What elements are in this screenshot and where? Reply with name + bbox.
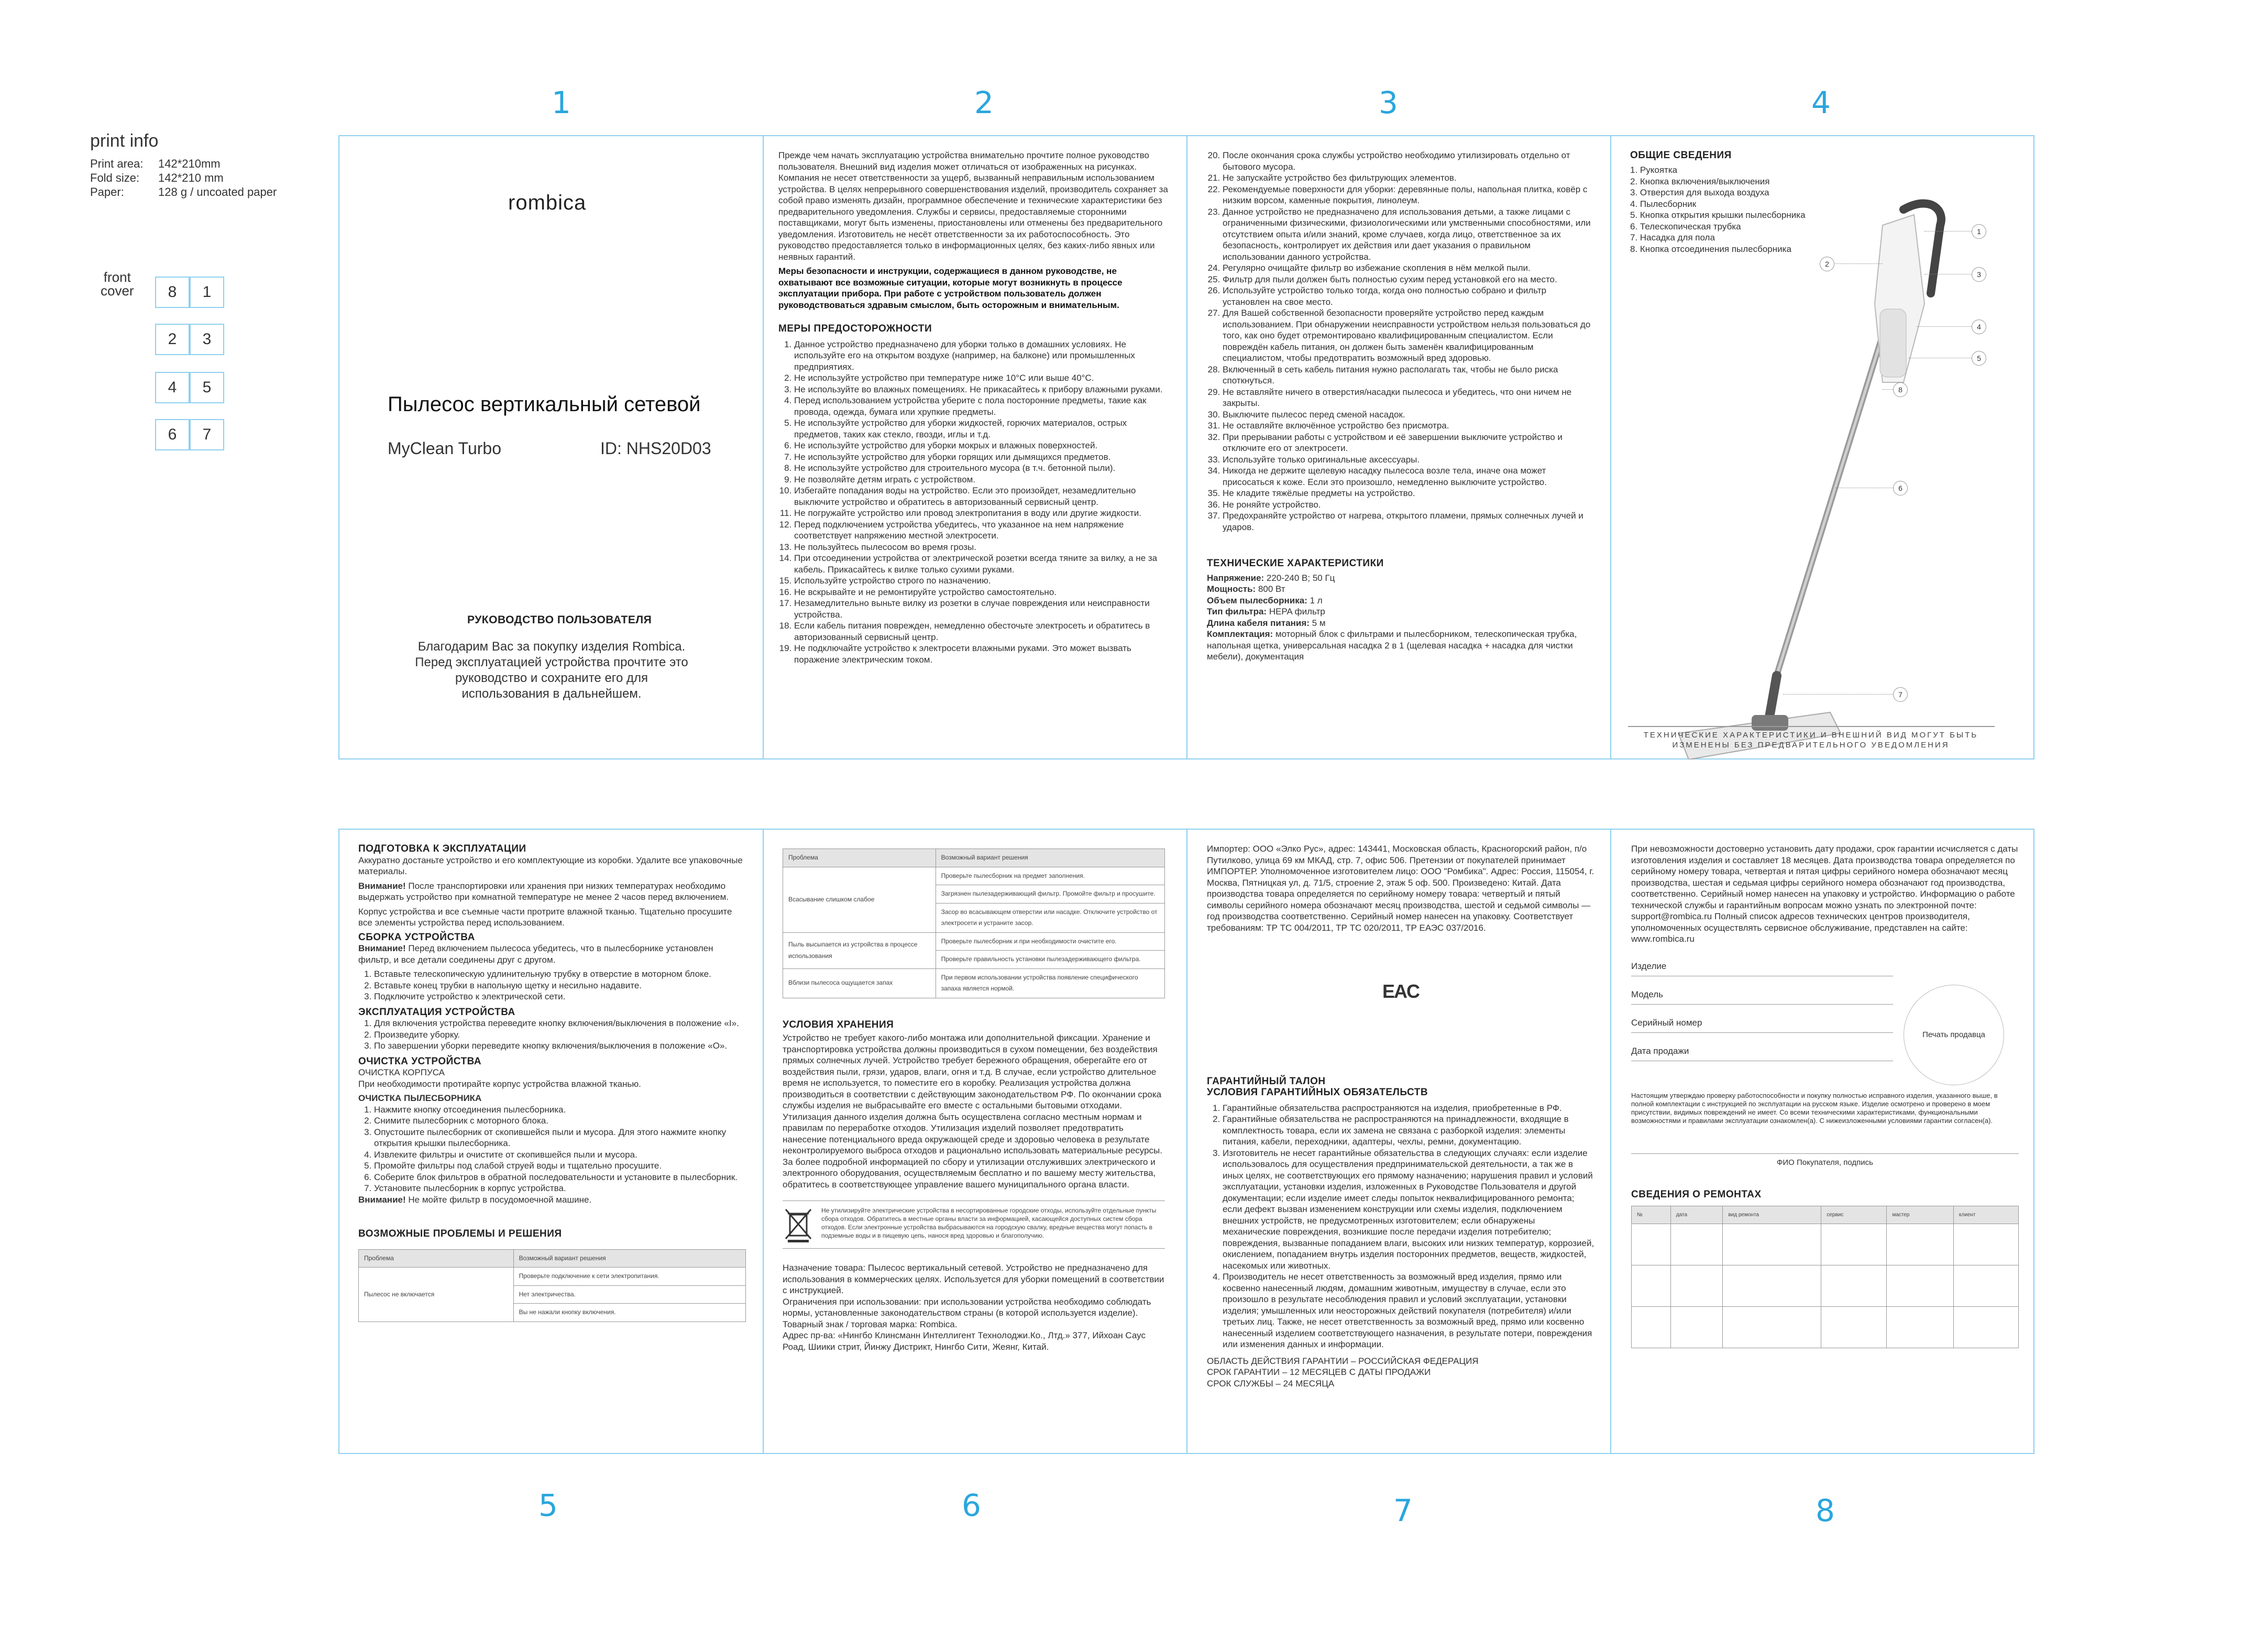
precaution-item: 9. Не позволяйте детям играть с устройством.	[794, 474, 1171, 486]
weee-text: Не утилизируйте электрические устройства в несортированные городские отходы, используйте отдельные пункты сбора отходов. Обратитесь в местные органы власти за информацией, касающейся доступных систем сбора отходов. Если электронные устройства выбрасываются на городскую свалку, вредные вещества могут попасть в подземные воды и в пищевую цепь, нанося вред здоровью и благополучию.	[821, 1207, 1157, 1239]
precaution-item: 26. Используйте устройство только тогда, когда оно полностью собрано и фильтр установлен на свое место.	[1223, 285, 1594, 307]
problems-table	[358, 1249, 746, 1322]
field-label: Серийный номер	[1631, 1017, 1702, 1028]
condition-item: 3. Изготовитель не несет гарантийные обязательства в следующих случаях: если изделие использовалось для осуществления предпринимательской деятельности, а так же в иных целях, не соответствующих его прямому назначению; нарушения правил и условий эксплуатации, установки изделия, изложенных в Руководстве Пользователя и другой документации; если изделие имеет следы попыток неквалифицированного ремонта; если дефект вызван изменением конструкции или схемы изделия, подключением внешних устройств, не предусмотренных изготовителем; если обнаружены механические повреждения, возникшие после передачи изделия потребителю; повреждения, вызванные попаданием влаги, высоких или низких температур, коррозией, окислением, попаданием внутрь изделия посторонних предметов, веществ, жидкостей, насекомых или животных.	[1223, 1148, 1594, 1272]
problem-cell: Пыль высыпается из устройства в процессе использования	[783, 932, 936, 968]
guarantee-heading: ГАРАНТИЙНЫЙ ТАЛОН	[1207, 1075, 1326, 1087]
repairs-cell[interactable]	[1632, 1265, 1671, 1307]
print-info-key: Paper:	[90, 185, 124, 199]
part-item: 1. Рукоятка	[1630, 165, 1678, 175]
precaution-item: 18. Если кабель питания поврежден, немедленно обесточьте электросеть и обратитесь в авторизованный сервисный центр.	[794, 620, 1171, 643]
intro-text: Прежде чем начать эксплуатацию устройства внимательно прочтите полное руководство пользователя. Внешний вид изделия может отличаться от изображенных на рисунках. Компания не несет ответственности за ущерб, вызванный неправильным использованием устройства. В целях непрерывного совершенствования изделий, производитель сохраняет за собой право изменять дизайн, программное обеспечение и технические характеристики без предварительного уведомления. Службы и сервисы, предоставляемые сторонними поставщиками, могут быть изменены, приостановлены или отменены без предварительного уведомления. Изготовитель не несёт ответственности за их работоспособность. Это руководство предоставляется только в информационных целях, без каких-либо явных или неявных гарантий.	[778, 150, 1168, 262]
repairs-table	[1631, 1206, 2019, 1349]
dust-step: 2. Снимите пылесборник с моторного блока.	[374, 1115, 746, 1127]
service-life: СРОК СЛУЖБЫ – 24 МЕСЯЦА	[1207, 1378, 1335, 1389]
spec-value: HEPA фильтр	[1267, 607, 1325, 616]
body-clean-text: При необходимости протирайте корпус устройства влажной тканью.	[358, 1078, 641, 1089]
spec-notice: ТЕХНИЧЕСКИЕ ХАРАКТЕРИСТИКИ И ВНЕШНИЙ ВИД МОГУТ БЫТЬ ИЗМЕНЕНЫ БЕЗ ПРЕДВАРИТЕЛЬНОГО УВЕДОМЛЕНИЯ	[1643, 731, 1978, 750]
repairs-cell[interactable]	[1887, 1265, 1953, 1307]
guarantee-term: СРОК ГАРАНТИИ – 12 МЕСЯЦЕВ С ДАТЫ ПРОДАЖИ	[1207, 1367, 1431, 1377]
callout-3: 3	[1972, 267, 1986, 282]
precaution-item: 21. Не запускайте устройство без фильтрующих элементов.	[1223, 172, 1594, 184]
precaution-item: 24. Регулярно очищайте фильтр во избежание скопления в нём мелкой пыли.	[1223, 262, 1594, 274]
field-row	[1631, 1045, 1893, 1062]
product-title: Пылесос вертикальный сетевой	[388, 393, 701, 416]
callout-leader	[1924, 231, 1972, 232]
spec-key: Комплектация:	[1207, 629, 1273, 639]
spec-value: 1 л	[1307, 595, 1323, 605]
page-5	[358, 843, 746, 1322]
spec-row	[1207, 606, 1594, 618]
part-item: 7. Насадка для пола	[1630, 233, 1715, 243]
prep-heading: ПОДГОТОВКА К ЭКСПЛУАТАЦИИ	[358, 843, 526, 854]
page-number-1: 1	[552, 85, 571, 120]
assembly-warning-text: Перед включением пылесоса убедитесь, что в пылесборнике установлен фильтр, и все детали соединены друг с другом.	[358, 943, 713, 965]
print-info-row	[90, 171, 310, 185]
table-row	[783, 932, 1165, 951]
repairs-row	[1632, 1224, 2019, 1265]
spec-row	[1207, 583, 1594, 595]
print-info-row	[90, 185, 310, 199]
part-item: 5. Кнопка открытия крышки пылесборника	[1630, 210, 1806, 220]
top-sheet	[338, 135, 2034, 759]
page-number-7: 7	[1393, 1493, 1413, 1528]
fold-panel: 8	[155, 277, 190, 308]
page-number-8: 8	[1816, 1493, 1835, 1528]
page-7	[1207, 843, 1594, 1389]
prep-warning-text: После транспортировки или хранения при низких температурах необходимо выдержать устройство при комнатной температуре не менее 2 часов перед включением.	[358, 880, 729, 902]
fold-panel: 1	[190, 277, 224, 308]
table-row	[783, 968, 1165, 998]
repairs-cell[interactable]	[1632, 1307, 1671, 1348]
notice-rule	[1628, 726, 1995, 727]
precaution-item: 22. Рекомендуемые поверхности для уборки: деревянные полы, напольная плитка, ковёр с низким ворсом, каменные покрытия, линолеум.	[1223, 184, 1594, 206]
precaution-item: 27. Для Вашей собственной безопасности проверяйте устройство перед каждым использованием. При обнаружении неисправности устройством нельзя пользоваться до того, как оно будет отремонтировано квалифицированным специалистом. Если повреждён кабель питания, он должен быть заменён квалифицированным специалистом, чтобы предотвратить возможный вред здоровью.	[1223, 307, 1594, 364]
weee-block	[783, 1201, 1165, 1249]
precaution-item: 6. Не используйте устройство для уборки мокрых и влажных поверхностей.	[794, 440, 1171, 451]
dust-step: 6. Соберите блок фильтров в обратной последовательности и установите в пылесборник.	[374, 1172, 746, 1183]
precaution-item: 31. Не оставляйте включённое устройство без присмотра.	[1223, 420, 1594, 432]
solution-cell: Загрязнен пылезадерживающий фильтр. Промойте фильтр и просушите.	[936, 885, 1164, 904]
field-input-line[interactable]	[1631, 1032, 1893, 1033]
spec-row	[1207, 572, 1594, 584]
field-row	[1631, 1017, 1893, 1033]
spec-value: 800 Вт	[1256, 584, 1285, 594]
page-4	[1610, 136, 2034, 759]
fold-panel: 2	[155, 324, 190, 355]
precaution-item: 29. Не вставляйте ничего в отверстия/насадки пылесоса и убедитесь, что они ничем не закрыты.	[1223, 387, 1594, 409]
precaution-item: 2. Не используйте устройство при температуре ниже 10°С или выше 40°С.	[794, 372, 1171, 384]
repairs-cell[interactable]	[1821, 1307, 1887, 1348]
signature-label[interactable]: ФИО Покупателя, подпись	[1777, 1158, 1873, 1167]
precaution-item: 14. При отсоединении устройства от электрической розетки всегда тяните за вилку, а не за кабель. Прикасайтесь к вилке только сухими руками.	[794, 553, 1171, 575]
precaution-item: 30. Выключите пылесос перед сменой насадок.	[1223, 409, 1594, 421]
manual-heading: РУКОВОДСТВО ПОЛЬЗОВАТЕЛЯ	[467, 614, 652, 626]
use-step: 2. Произведите уборку.	[374, 1029, 746, 1041]
precautions-heading: МЕРЫ ПРЕДОСТОРОЖНОСТИ	[778, 323, 932, 334]
solution-cell: Засор во всасывающем отверстии или насадке. Отключите устройство от электросети и устраните засор.	[936, 903, 1164, 932]
assembly-warning-label: Внимание!	[358, 943, 406, 953]
table-head-solution: Возможный вариант решения	[936, 849, 1164, 867]
problem-cell: Вблизи пылесоса ощущается запах	[783, 968, 936, 998]
part-item: 2. Кнопка включения/выключения	[1630, 176, 1770, 186]
safety-note: Меры безопасности и инструкции, содержащиеся в данном руководстве, не охватывают все возможные ситуации, которые могут возникнуть в процессе эксплуатации прибора. При работе с устройством пользователь должен руководствоваться здравым смыслом, быть осторожным и внимательным.	[778, 266, 1123, 310]
page-3	[1207, 150, 1594, 663]
assembly-step: 2. Вставьте конец трубки в напольную щетку и несильно надавите.	[374, 980, 746, 992]
field-input-line[interactable]	[1631, 1004, 1893, 1005]
thanks-text: Благодарим Вас за покупку изделия Rombica. Перед эксплуатацией устройства прочтите это руководство и сохраните его для использования в дальнейшем.	[415, 640, 688, 701]
part-item: 8. Кнопка отсоединения пылесборника	[1630, 244, 1791, 254]
precaution-item: 16. Не вскрывайте и не ремонтируйте устройство самостоятельно.	[794, 587, 1171, 598]
spec-value: моторный блок с фильтрами и пылесборником, телескопическая трубка, напольная щетка, универсальная насадка 2 в 1 (щелевая насадка + насадка для чистки мебели), документация	[1207, 629, 1577, 662]
repairs-cell[interactable]	[1723, 1307, 1821, 1348]
callout-4: 4	[1972, 320, 1986, 334]
front-cover-label: front cover	[101, 269, 134, 299]
problems-table-cont	[783, 849, 1165, 998]
prep-text-1: Аккуратно достаньте устройство и его комплектующие из коробки. Удалите все упаковочные материалы.	[358, 855, 743, 876]
field-row	[1631, 961, 1893, 977]
bottom-sheet	[338, 829, 2034, 1454]
brand-logo: rombica	[508, 191, 587, 214]
precaution-item: 33. Используйте только оригинальные аксессуары.	[1223, 454, 1594, 466]
fold-pair	[155, 419, 224, 450]
seller-stamp-label: Печать продавца	[1922, 1030, 1985, 1040]
model-name: MyClean Turbo	[388, 439, 501, 458]
repairs-col-header: дата	[1670, 1206, 1723, 1224]
callout-2: 2	[1820, 257, 1834, 271]
precaution-item: 20. После окончания срока службы устройство необходимо утилизировать отдельно от бытового мусора.	[1223, 150, 1594, 172]
conditions-heading: УСЛОВИЯ ГАРАНТИЙНЫХ ОБЯЗАТЕЛЬСТВ	[1207, 1087, 1428, 1098]
fold-pair	[155, 372, 224, 403]
assembly-step: 3. Подключите устройство к электрической сети.	[374, 991, 746, 1003]
print-info	[90, 131, 310, 199]
body-clean-heading: ОЧИСТКА КОРПУСА	[358, 1067, 445, 1077]
callout-leader	[1783, 694, 1893, 695]
precaution-item: 7. Не используйте устройство для уборки горящих или дымящихся предметов.	[794, 451, 1171, 463]
spec-key: Объем пылесборника:	[1207, 595, 1307, 605]
spec-value: 5 м	[1309, 618, 1326, 628]
dust-step: 7. Установите пылесборник в корпус устройства.	[374, 1183, 746, 1194]
precaution-item: 37. Предохраняйте устройство от нагрева, открытого пламени, прямых солнечных лучей и ударов.	[1223, 510, 1594, 533]
model-id: ID: NHS20D03	[600, 439, 711, 458]
spec-row	[1207, 629, 1594, 663]
table-row	[783, 867, 1165, 885]
solution-cell: Проверьте подключение к сети электропитания.	[513, 1268, 745, 1286]
assembly-list	[358, 968, 746, 1003]
print-info-rows	[90, 157, 310, 199]
address-text: Адрес пр-ва: «Нингбо Клинсманн Интеллигент Технолоджи.Ко., Лтд.» 377, Ийхоан Саус Роад, Шиики стрит, Йинжу Дистрикт, Нингбо Сити, Жеянг, Китай.	[783, 1330, 1146, 1352]
repairs-cell[interactable]	[1670, 1307, 1723, 1348]
repairs-cell[interactable]	[1887, 1224, 1953, 1265]
repairs-cell[interactable]	[1670, 1224, 1723, 1265]
dust-step: 4. Извлеките фильтры и очистите от скопившейся пыли и мусора.	[374, 1149, 746, 1161]
precaution-item: 13. Не пользуйтесь пылесосом во время грозы.	[794, 542, 1171, 553]
page-6	[783, 849, 1165, 1352]
spec-key: Мощность:	[1207, 584, 1256, 594]
solution-cell: Нет электричества.	[513, 1285, 745, 1304]
dust-note	[358, 1194, 746, 1206]
callout-5: 5	[1972, 351, 1986, 366]
precautions-list	[778, 339, 1171, 666]
assembly-heading: СБОРКА УСТРОЙСТВА	[358, 931, 475, 943]
spec-value: 220-240 В; 50 Гц	[1264, 572, 1335, 583]
precaution-item: 32. При прерывании работы с устройством и её завершении выключите устройство и отключите его от электросети.	[1223, 432, 1594, 454]
precaution-item: 4. Перед использованием устройства уберите с пола посторонние предметы, такие как провода, одежда, бумага или хрупкие предметы.	[794, 395, 1171, 417]
page-number-4: 4	[1811, 85, 1831, 120]
page-number-6: 6	[962, 1488, 981, 1523]
field-label: Модель	[1631, 989, 1664, 999]
fold-panel: 6	[155, 419, 190, 450]
fold-panel: 7	[190, 419, 224, 450]
repairs-cell[interactable]	[1953, 1265, 2018, 1307]
spec-key: Напряжение:	[1207, 572, 1264, 583]
dust-warning-label: Внимание!	[358, 1194, 406, 1205]
part-item: 3. Отверстия для выхода воздуха	[1630, 188, 1769, 197]
prep-text-3: Корпус устройства и все съемные части протрите влажной тканью. Тщательно просушите все элементы устройства перед использованием.	[358, 906, 732, 928]
use-list	[358, 1018, 746, 1052]
spec-row	[1207, 618, 1594, 629]
trademark-text: Товарный знак / торговая марка: Rombica.	[783, 1319, 958, 1329]
repairs-col-header: №	[1632, 1206, 1671, 1224]
vacuum-illustration	[1610, 136, 2034, 759]
repairs-cell[interactable]	[1723, 1265, 1821, 1307]
table-head-problem: Проблема	[783, 849, 936, 867]
guarantee-area: ОБЛАСТЬ ДЕЙСТВИЯ ГАРАНТИИ – РОССИЙСКАЯ ФЕДЕРАЦИЯ	[1207, 1356, 1479, 1366]
clean-heading: ОЧИСТКА УСТРОЙСТВА	[358, 1055, 482, 1067]
callout-7: 7	[1893, 687, 1908, 702]
print-info-row	[90, 157, 310, 171]
precautions-list-cont	[1207, 150, 1594, 533]
confirm-text: Настоящим утверждаю проверку работоспособности и покупку полностью исправного изделия, указанного выше, в полной комплектации с инструкцией по эксплуатации на русском языке. Изделие осмотрено и проверено в моем присутствии, видимых повреждений не имеет. Со всеми техническими характеристиками, функциональными возможностями и правилами эксплуатации ознакомлен(а). С нижеизложенными условиями гарантии согласен(а).	[1631, 1091, 1998, 1125]
importer-text: Импортер: ООО «Элко Рус», адрес: 143441, Московская область, Красногорский район, п/о Путилково, улица 69 км МКАД, стр. 7, офис 506. Претензии от покупателей принимает ИМПОРТЕР. Уполномоченное изготовителем лицо: ООО "Ромбика". Адрес: Россия, 115054, г. Москва, Пятницкая ул, д. 71/5, строение 2, этаж 5 оф. 500. Произведено: Китай. Дата производства товара определяется по серийному номеру товара: четвертый и пятый символы серийного номера обозначают месяц производства, шестой и седьмой символы — год производства соответственно. Серийный номер нанесен на упаковку. Соответствует требованиям: ТР ТС 004/2011, ТР ТС 020/2011, ТР ЕАЭС 037/2016.	[1207, 844, 1594, 933]
condition-item: 2. Гарантийные обязательства не распространяются на принадлежности, входящие в комплектность товара, если их замена не связана с разборкой изделия: элементы питания, кабели, переходники, адаптеры, чехлы, ремни, документацию.	[1223, 1114, 1594, 1148]
callout-leader	[1883, 389, 1893, 390]
precaution-item: 3. Не используйте во влажных помещениях. Не прикасайтесь к прибору влажными руками.	[794, 384, 1171, 395]
page-number-2: 2	[974, 85, 994, 120]
dust-clean-heading: ОЧИСТКА ПЫЛЕСБОРНИКА	[358, 1093, 482, 1103]
seller-stamp	[1904, 985, 2004, 1085]
repairs-cell[interactable]	[1887, 1307, 1953, 1348]
spec-key: Тип фильтра:	[1207, 607, 1267, 616]
assembly-note	[358, 943, 746, 965]
solution-cell: Проверьте пылесборник и при необходимости очистите его.	[936, 932, 1164, 951]
fold-panel: 3	[190, 324, 224, 355]
prep-warning-label: Внимание!	[358, 880, 406, 891]
precaution-item: 25. Фильтр для пыли должен быть полностью сухим перед установкой его на место.	[1223, 274, 1594, 285]
precaution-item: 36. Не роняйте устройство.	[1223, 499, 1594, 511]
solution-cell: Проверьте пылесборник на предмет заполнения.	[936, 867, 1164, 885]
part-item: 4. Пылесборник	[1630, 199, 1697, 209]
storage-text: Устройство не требует какого-либо монтажа или дополнительной фиксации. Хранение и транспортировка устройства должны производиться в сухом помещении, без воздействия прямых солнечных лучей. Устройство требует бережного обращения, оберегайте его от воздействия пыли, грязи, ударов, влаги, огня и т.д. В случае, если устройство длительное время не используется, то поместите его в коробку. Реализация устройства должна производиться в соответствии с действующим законодательством РФ. По окончании срока службы изделия не выбрасывайте его вместе с остальными бытовыми отходами. Утилизация данного изделия должна быть осуществлена согласно местным нормам и правилам по переработке отходов. Утилизация изделий позволяет предотвратить нанесение потенциального вреда окружающей среде и здоровью человека в результате неконтролируемого выброса отходов и рационально использовать материальные ресурсы. За более подробной информацией по сбору и утилизации отслуживших электрического и электронного оборудования, осуществляемым бесплатно и по вашему месту жительства, обратитесь в соответствующее управление вашего муниципального органа власти.	[783, 1033, 1162, 1190]
precaution-item: 8. Не используйте устройство для строительного мусора (в т.ч. бетонной пыли).	[794, 462, 1171, 474]
precaution-item: 12. Перед подключением устройства убедитесь, что указанное на нем напряжение соответствует напряжению местной электросети.	[794, 519, 1171, 542]
repairs-col-header: сервис	[1821, 1206, 1887, 1224]
precaution-item: 1. Данное устройство предназначено для уборки только в домашних условиях. Не используйте его на открытом воздухе (например, на балконе) или промышленных предприятиях.	[794, 339, 1171, 373]
fold-pair	[155, 324, 224, 355]
weee-bin-icon	[783, 1206, 814, 1243]
repairs-cell[interactable]	[1953, 1307, 2018, 1348]
page-2	[778, 150, 1171, 665]
purpose-text: Назначение товара: Пылесос вертикальный сетевой. Устройство не предназначено для использования в коммерческих целях. Используется для уборки помещений в соответствии с инструкцией.	[783, 1263, 1164, 1295]
spec-key: Длина кабеля питания:	[1207, 618, 1310, 628]
solution-cell: Вы не нажали кнопку включения.	[513, 1304, 745, 1322]
part-item: 6. Телескопическая трубка	[1630, 221, 1741, 232]
precaution-item: 11. Не погружайте устройство или провод электропитания в воду или другие жидкости.	[794, 508, 1171, 519]
repairs-cell[interactable]	[1953, 1224, 2018, 1265]
callout-8: 8	[1893, 382, 1908, 397]
conditions-list	[1207, 1103, 1594, 1350]
problems-heading: ВОЗМОЖНЫЕ ПРОБЛЕМЫ И РЕШЕНИЯ	[358, 1228, 562, 1239]
storage-heading: УСЛОВИЯ ХРАНЕНИЯ	[783, 1019, 894, 1030]
precaution-item: 10. Избегайте попадания воды на устройство. Если это произойдет, незамедлительно выключите устройство и обратитесь в авторизованный сервисный центр.	[794, 485, 1171, 508]
precaution-item: 28. Включенный в сеть кабель питания нужно располагать так, чтобы не было риска споткнуться.	[1223, 364, 1594, 387]
spec-row	[1207, 595, 1594, 607]
fold-panel: 4	[155, 372, 190, 403]
repairs-heading: СВЕДЕНИЯ О РЕМОНТАХ	[1631, 1189, 1762, 1200]
problem-cell: Всасывание слишком слабое	[783, 867, 936, 932]
precaution-item: 23. Данное устройство не предназначено для использования детьми, а также лицами с ограниченными физическими, физиологическими или умственными способностями, или отсутствием опыта и/или знаний, кроме случаев, когда лицо, ответственное за их безопасность, контролирует их действия или дает указания о правильном использовании данного устройства.	[1223, 206, 1594, 263]
eac-mark: EAC	[1382, 981, 1419, 1002]
repairs-col-header: вид ремонта	[1723, 1206, 1821, 1224]
repairs-cell[interactable]	[1670, 1265, 1723, 1307]
precaution-item: 17. Незамедлительно выньте вилку из розетки в случае повреждения или неисправности устройства.	[794, 598, 1171, 620]
tech-heading: ТЕХНИЧЕСКИЕ ХАРАКТЕРИСТИКИ	[1207, 558, 1384, 569]
precaution-item: 34. Никогда не держите щелевую насадку пылесоса возле тела, иначе она может присосаться к коже. Если это произошло, немедленно выключите устройство.	[1223, 465, 1594, 488]
table-head-problem: Проблема	[359, 1249, 514, 1268]
field-label: Дата продажи	[1631, 1045, 1689, 1056]
dust-warning-text: Не мойте фильтр в посудомоечной машине.	[405, 1194, 592, 1205]
repairs-col-header: клиент	[1953, 1206, 2018, 1224]
table-head-solution: Возможный вариант решения	[513, 1249, 745, 1268]
specs-list	[1207, 572, 1594, 663]
print-info-value: 142*210mm	[158, 157, 221, 170]
use-heading: ЭКСПЛУАТАЦИЯ УСТРОЙСТВА	[358, 1006, 515, 1018]
print-info-value: 142*210 mm	[158, 171, 224, 184]
print-info-title: print info	[90, 131, 159, 151]
print-info-key: Print area:	[90, 157, 144, 170]
page-1	[339, 136, 763, 759]
dust-step: 3. Опустошите пылесборник от скопившейся пыли и мусора. Для этого нажмите кнопку открытия крышки пылесборника.	[374, 1127, 746, 1149]
callout-6: 6	[1893, 481, 1908, 495]
field-row	[1631, 989, 1893, 1005]
prep-text-2	[358, 880, 746, 903]
repairs-header-row	[1632, 1206, 2019, 1224]
page-number-3: 3	[1379, 85, 1398, 120]
solution-cell: Проверьте правильность установки пылезадерживающего фильтра.	[936, 951, 1164, 969]
warranty-intro: При невозможности достоверно установить дату продажи, срок гарантии исчисляется с даты изготовления изделия и составляет 18 месяцев. Дата производства товара определяется по серийному номеру товара, четвертая и пятая цифры серийного номера обозначают месяц производства, шестая и седьмая цифры серийного номера обозначают год производства, соответственно. Серийный номер нанесен на упаковку и устройство. Информацию о работе технической службы и гарантийным вопросам можно узнать по электронной почте: support@rombica.ru Полный список адресов технических центров производителя, уполномоченных осуществлять сервисное обслуживание, представлен на сайте: www.rombica.ru	[1631, 844, 2018, 944]
dust-clean-list	[358, 1104, 746, 1194]
precaution-item: 19. Не подключайте устройство к электросети влажными руками. Это может вызвать поражение электрическим током.	[794, 643, 1171, 665]
repairs-row	[1632, 1307, 2019, 1348]
precaution-item: 15. Используйте устройство строго по назначению.	[794, 575, 1171, 587]
page-number-5: 5	[538, 1488, 558, 1523]
repairs-cell[interactable]	[1821, 1265, 1887, 1307]
fold-panel: 5	[190, 372, 224, 403]
dust-step: 1. Нажмите кнопку отсоединения пылесборника.	[374, 1104, 746, 1116]
precaution-item: 5. Не используйте устройство для уборки жидкостей, горючих материалов, острых предметов, таких как стекло, гвозди, иглы и т.д.	[794, 417, 1171, 440]
dust-step: 5. Промойте фильтры под слабой струей воды и тщательно просушите.	[374, 1160, 746, 1172]
repairs-row	[1632, 1265, 2019, 1307]
callout-1: 1	[1972, 224, 1986, 239]
repairs-col-header: мастер	[1887, 1206, 1953, 1224]
condition-item: 1. Гарантийные обязательства распространяются на изделия, приобретенные в РФ.	[1223, 1103, 1594, 1114]
general-heading: ОБЩИЕ СВЕДЕНИЯ	[1630, 150, 1732, 161]
print-info-value: 128 g / uncoated paper	[158, 185, 277, 199]
precaution-item: 35. Не кладите тяжёлые предметы на устройство.	[1223, 488, 1594, 499]
problem-cell: Пылесос не включается	[359, 1268, 514, 1322]
repairs-cell[interactable]	[1632, 1224, 1671, 1265]
repairs-cell[interactable]	[1821, 1224, 1887, 1265]
condition-item: 4. Производитель не несет ответственность за возможный вред изделия, прямо или косвенно нанесенный людям, домашним животным, имуществу в случае, если это произошло в результате несоблюдения правил и условий эксплуатации, установки изделия; умышленных или неосторожных действий покупателя (потребителя) и/или третьих лиц. Также, не несет ответственность за возможный вред, прямо или косвенно нанесенный изделием соответствующего назначения, в результате потери, повреждения или изменения данных и информации.	[1223, 1271, 1594, 1350]
fold-pair	[155, 277, 224, 308]
field-label: Изделие	[1631, 961, 1667, 971]
page-8	[1631, 843, 2019, 1348]
print-info-key: Fold size:	[90, 171, 140, 184]
use-step: 1. Для включения устройства переведите кнопку включения/выключения в положение «I».	[374, 1018, 746, 1029]
repairs-cell[interactable]	[1723, 1224, 1821, 1265]
solution-cell: При первом использовании устройства появление специфического запаха является нормой.	[936, 968, 1164, 998]
callout-leader	[1917, 326, 1972, 327]
limits-text: Ограничения при использовании: при использовании устройства необходимо соблюдать нормы, установленные законодательством страны (в которой используется изделие).	[783, 1296, 1151, 1318]
assembly-step: 1. Вставьте телескопическую удлинительную трубку в отверстие в моторном блоке.	[374, 968, 746, 980]
use-step: 3. По завершении уборки переведите кнопку включения/выключения в положение «O».	[374, 1040, 746, 1052]
